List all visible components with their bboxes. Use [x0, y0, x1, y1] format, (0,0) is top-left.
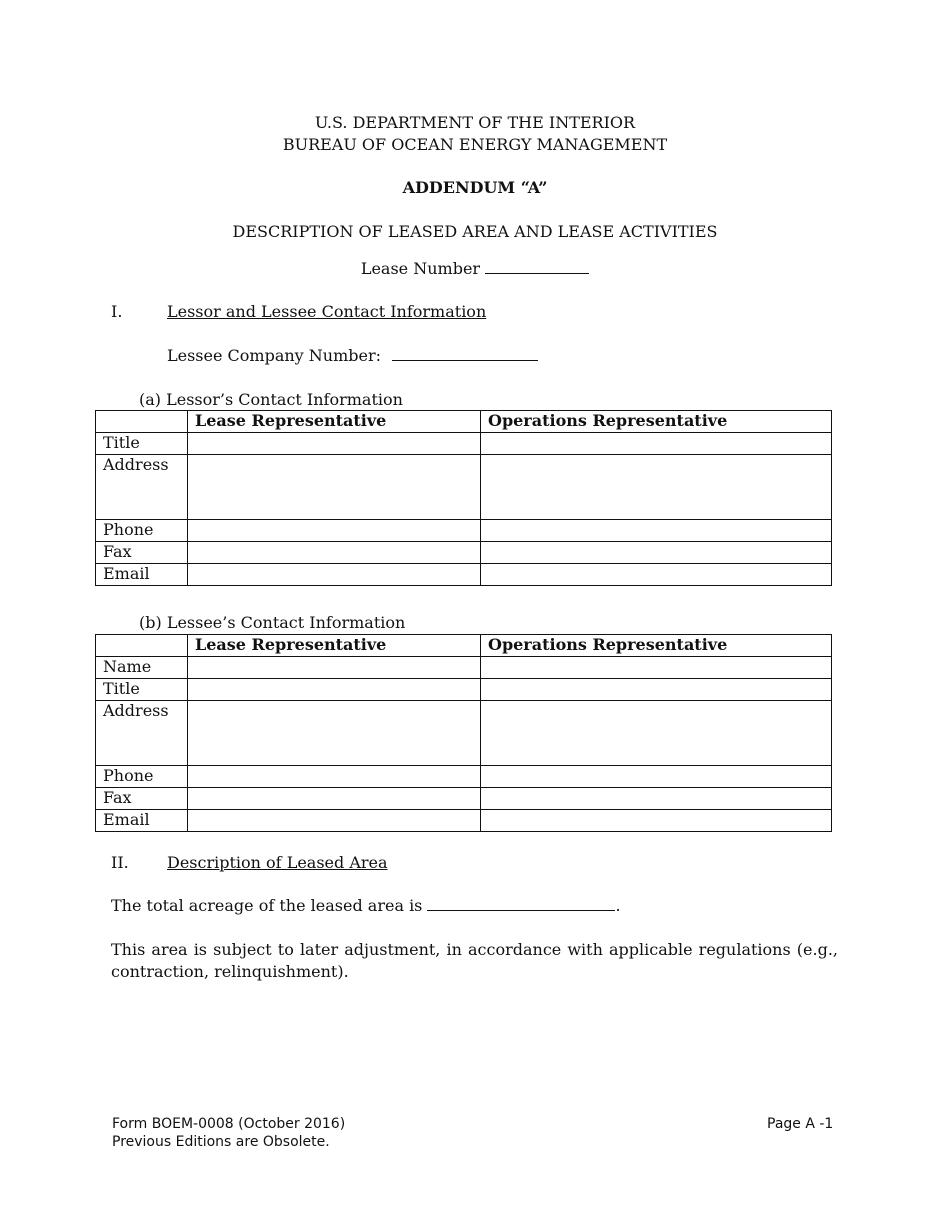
lease-rep-header: Lease Representative	[188, 635, 481, 657]
lease-number-field[interactable]	[485, 259, 589, 274]
table-row	[96, 520, 832, 542]
acreage-period: .	[615, 896, 621, 915]
table-row	[96, 455, 832, 520]
page-label: Page A -1	[767, 1116, 834, 1132]
department-heading: U.S. DEPARTMENT OF THE INTERIOR	[314, 113, 636, 132]
form-id: Form BOEM-0008 (October 2016)	[112, 1116, 346, 1132]
section-2-numeral: II.	[111, 853, 129, 872]
ops-rep-header: Operations Representative	[481, 411, 832, 433]
table-header-row	[96, 411, 832, 433]
lease-rep-header: Lease Representative	[188, 411, 481, 433]
lessor-lease-address-field[interactable]	[188, 455, 481, 520]
ops-rep-header: Operations Representative	[481, 635, 832, 657]
lessee-caption: (b) Lessee’s Contact Information	[139, 613, 406, 632]
lessee-contact-table	[95, 634, 832, 832]
table-row	[96, 810, 832, 832]
company-number-field[interactable]	[392, 346, 538, 361]
lessor-lease-email-field[interactable]	[188, 564, 481, 586]
lessee-lease-name-field[interactable]	[188, 657, 481, 679]
lessee-ops-email-field[interactable]	[481, 810, 832, 832]
lessee-ops-fax-field[interactable]	[481, 788, 832, 810]
table-row	[96, 679, 832, 701]
lessee-ops-title-field[interactable]	[481, 679, 832, 701]
lessee-ops-phone-field[interactable]	[481, 766, 832, 788]
lease-number-line	[0, 259, 950, 278]
table-row	[96, 657, 832, 679]
table-row	[96, 701, 832, 766]
table-row	[96, 433, 832, 455]
lessee-lease-fax-field[interactable]	[188, 788, 481, 810]
description-title: DESCRIPTION OF LEASED AREA AND LEASE ACTIVITIES	[232, 222, 718, 241]
row-label-title: Title	[96, 679, 188, 701]
row-label-phone: Phone	[96, 520, 188, 542]
table-header-row	[96, 635, 832, 657]
row-label-phone: Phone	[96, 766, 188, 788]
acreage-text: The total acreage of the leased area is	[111, 896, 423, 915]
lessor-lease-phone-field[interactable]	[188, 520, 481, 542]
lessee-lease-address-field[interactable]	[188, 701, 481, 766]
lessor-lease-fax-field[interactable]	[188, 542, 481, 564]
table-row	[96, 542, 832, 564]
lessor-lease-title-field[interactable]	[188, 433, 481, 455]
lessor-ops-phone-field[interactable]	[481, 520, 832, 542]
company-number-label: Lessee Company Number:	[167, 346, 382, 365]
lessee-lease-title-field[interactable]	[188, 679, 481, 701]
lessee-ops-name-field[interactable]	[481, 657, 832, 679]
row-label-fax: Fax	[96, 788, 188, 810]
lessor-caption: (a) Lessor’s Contact Information	[139, 390, 403, 409]
acreage-line	[111, 896, 621, 915]
section-2-title: Description of Leased Area	[167, 853, 388, 872]
lessee-lease-email-field[interactable]	[188, 810, 481, 832]
table-row	[96, 788, 832, 810]
bureau-heading: BUREAU OF OCEAN ENERGY MANAGEMENT	[282, 135, 668, 154]
row-label-address: Address	[96, 701, 188, 766]
company-number-line	[167, 346, 538, 365]
section-1-numeral: I.	[111, 302, 123, 321]
row-label-name: Name	[96, 657, 188, 679]
row-label-fax: Fax	[96, 542, 188, 564]
table-corner-cell	[96, 635, 188, 657]
lessee-ops-address-field[interactable]	[481, 701, 832, 766]
table-corner-cell	[96, 411, 188, 433]
section-1-title: Lessor and Lessee Contact Information	[167, 302, 487, 321]
row-label-email: Email	[96, 564, 188, 586]
lessor-ops-title-field[interactable]	[481, 433, 832, 455]
row-label-title: Title	[96, 433, 188, 455]
acreage-field[interactable]	[427, 896, 615, 911]
lessor-contact-table	[95, 410, 832, 586]
lease-number-label: Lease Number	[360, 259, 481, 278]
row-label-address: Address	[96, 455, 188, 520]
lessor-ops-email-field[interactable]	[481, 564, 832, 586]
obsolete-note: Previous Editions are Obsolete.	[112, 1134, 330, 1150]
row-label-email: Email	[96, 810, 188, 832]
lessor-ops-address-field[interactable]	[481, 455, 832, 520]
adjustment-paragraph: This area is subject to later adjustment, in accordance with applicable regulations (e.g., contraction, relinquishment).	[111, 940, 838, 981]
table-row	[96, 564, 832, 586]
addendum-title: ADDENDUM “A”	[402, 178, 548, 197]
lessor-ops-fax-field[interactable]	[481, 542, 832, 564]
table-row	[96, 766, 832, 788]
lessee-lease-phone-field[interactable]	[188, 766, 481, 788]
